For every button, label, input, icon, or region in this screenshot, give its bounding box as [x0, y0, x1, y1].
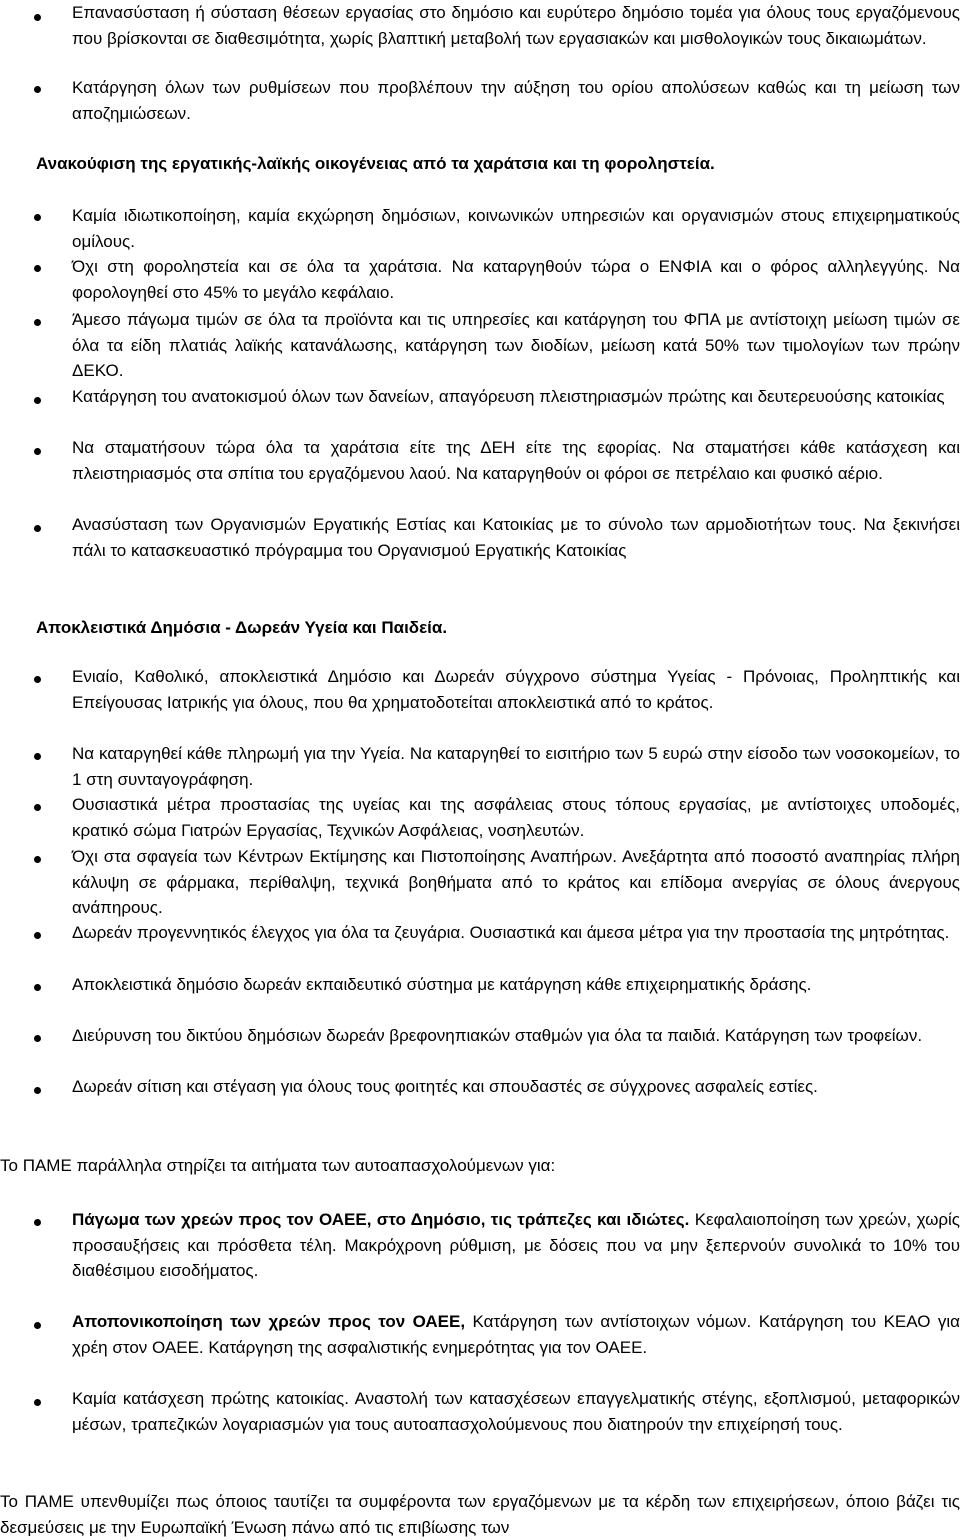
list-item: Όχι στα σφαγεία των Κέντρων Εκτίμησης και Πιστοποίησης Αναπήρων. Ανεξάρτητα από ποσοστό αναπηρίας πλήρη κάλυψη σε φάρμακα, περίθαλψη, τεχνικά βοηθήματα από το κράτος και επίδομα ανεργίας σε όλους άνεργους ανάπηρους.: [72, 847, 960, 918]
bullet-icon: [34, 397, 44, 407]
bullet-icon: [34, 265, 44, 275]
list-item: Επανασύσταση ή σύσταση θέσεων εργασίας στο δημόσιο και ευρύτερο δημόσιο τομέα για όλους τους εργαζόμενους που βρίσκονται σε διαθεσιμότητα, χωρίς βλαπτική μεταβολή των εργασιακών και μισθολογικών τους δικαιωμάτων.: [72, 3, 960, 48]
list-item: Όχι στη φοροληστεία και σε όλα τα χαράτσια. Να καταργηθούν τώρα ο ΕΝΦΙΑ και ο φόρος αλληλεγγύης. Να φορολογηθεί στο 45% το μεγάλο κεφάλαιο.: [72, 257, 960, 302]
section-heading-text: Αποκλειστικά Δημόσια - Δωρεάν Υγεία και Παιδεία.: [36, 618, 448, 637]
bullet-icon: [34, 448, 44, 458]
list-item-bold: Πάγωμα των χρεών προς τον ΟΑΕΕ, στο Δημόσιο, τις τράπεζες και ιδιώτες.: [72, 1210, 690, 1229]
bullet-icon: [34, 86, 44, 96]
list-item: Άμεσο πάγωμα τιμών σε όλα τα προϊόντα και τις υπηρεσίες και κατάργηση του ΦΠΑ με αντίστοιχη μείωση τιμών σε όλα τα είδη πλατιάς λαϊκής κατανάλωσης, κατάργηση των διοδίων, μείωση κατά 50% των τιμολογίων των πρώην ΔΕΚΟ.: [72, 310, 960, 381]
list-item: Ενιαίο, Καθολικό, αποκλειστικά Δημόσιο και Δωρεάν σύγχρονο σύστημα Υγείας - Πρόνοιας, Προληπτικής και Επείγουσας Ιατρικής για όλους, που θα χρηματοδοτείται αποκλειστικά από το κράτος.: [72, 667, 960, 712]
list-item: Διεύρυνση του δικτύου δημόσιων δωρεάν βρεφονηπιακών σταθμών για όλα τα παιδιά. Κατάργηση των τροφείων.: [72, 1026, 923, 1045]
list-item-text: Κατάργηση των αντίστοιχων νόμων. Κατάργηση του ΚΕΑΟ για χρέη στον ΟΑΕΕ. Κατάργηση της ασφαλιστικής ενημερότητας για τον ΟΑΕΕ.: [72, 1312, 960, 1357]
list-item: Να σταματήσουν τώρα όλα τα χαράτσια είτε της ΔΕΗ είτε της εφορίας. Να σταματήσει κάθε κατάσχεση και πλειστηριασμός στα σπίτια του εργαζόμενου λαού. Να καταργηθούν οι φόροι σε πετρέλαιο και φυσικό αέριο.: [72, 438, 960, 483]
section-heading: Ανακούφιση της εργατικής-λαϊκής οικογένειας από τα χαράτσια και τη φοροληστεία.: [36, 154, 715, 173]
bullet-icon: [34, 932, 44, 942]
list-item: Κατάργηση όλων των ρυθμίσεων που προβλέπουν την αύξηση του ορίου απολύσεων καθώς και τη μείωση των αποζημιώσεων.: [72, 78, 960, 123]
list-item: Δωρεάν προγεννητικός έλεγχος για όλα τα ζευγάρια. Ουσιαστικά και άμεσα μέτρα για την προστασία της μητρότητας.: [72, 923, 950, 942]
list-item: Αποκλειστικά δημόσιο δωρεάν εκπαιδευτικό σύστημα με κατάργηση κάθε επιχειρηματικής δράσης.: [72, 975, 812, 994]
bullet-icon: [34, 214, 44, 224]
closing-paragraph: Το ΠΑΜΕ υπενθυμίζει πως όποιος ταυτίζει τα συμφέροντα των εργαζόμενων με τα κέρδη των επιχειρήσεων, όποιο βάζει τις δεσμεύσεις με την Ευρωπαϊκή Ένωση πάνω από τις επιβίωσης των: [0, 1492, 960, 1537]
section-heading: [36, 615, 447, 641]
list-item-text: Κεφαλαιοποίηση των χρεών, χωρίς προσαυξήσεις και πρόσθετα τέλη. Μακρόχρονη ρύθμιση, με δόσεις που να μην ξεπερνούν συνολικά το 10% του διαθέσιμου εισοδήματος.: [72, 1210, 960, 1281]
bullet-icon: [34, 319, 44, 329]
bullet-icon: [34, 753, 44, 763]
bullet-icon: [34, 804, 44, 814]
list-item: Καμία ιδιωτικοποίηση, καμία εκχώρηση δημόσιων, κοινωνικών υπηρεσιών και οργανισμών στους επιχειρηματικούς ομίλους.: [72, 206, 960, 251]
list-item: [72, 1386, 960, 1437]
bullet-icon: [34, 856, 44, 866]
bullet-icon: [34, 14, 44, 24]
list-item: [72, 1309, 960, 1360]
list-item-text: Καμία κατάσχεση πρώτης κατοικίας. Αναστολή των κατασχέσεων επαγγελματικής στέγης, εξοπλισμού, μεταφορικών μέσων, τραπεζικών λογαριασμών για τους αυτοαπασχολούμενους που διατηρούν την επιχείρησή τους.: [72, 1389, 960, 1434]
intro-paragraph: Το ΠΑΜΕ παράλληλα στηρίζει τα αιτήματα των αυτοαπασχολούμενων για:: [0, 1156, 556, 1175]
bullet-icon: [34, 1399, 44, 1409]
bullet-icon: [34, 1219, 44, 1229]
list-item: Δωρεάν σίτιση και στέγαση για όλους τους φοιτητές και σπουδαστές σε σύγχρονες ασφαλείς εστίες.: [72, 1077, 818, 1096]
list-item: [72, 1207, 960, 1284]
bullet-icon: [34, 1035, 44, 1045]
bullet-icon: [34, 1087, 44, 1097]
list-item: Κατάργηση του ανατοκισμού όλων των δανείων, απαγόρευση πλειστηριασμών πρώτης και δευτερευούσης κατοικίας: [72, 387, 945, 406]
bullet-icon: [34, 1322, 44, 1332]
list-item: Ουσιαστικά μέτρα προστασίας της υγείας και της ασφάλειας στους τόπους εργασίας, με αντίστοιχες υποδομές, κρατικό σώμα Γιατρών Εργασίας, Τεχνικών Ασφάλειας, νοσηλευτών.: [72, 795, 960, 840]
bullet-icon: [34, 984, 44, 994]
list-item: Ανασύσταση των Οργανισμών Εργατικής Εστίας και Κατοικίας με το σύνολο των αρμοδιοτήτων τους. Να ξεκινήσει πάλι το κατασκευαστικό πρόγραμμα του Οργανισμού Εργατικής Κατοικίας: [72, 515, 960, 560]
list-item: Να καταργηθεί κάθε πληρωμή για την Υγεία. Να καταργηθεί το εισιτήριο των 5 ευρώ στην είσοδο των νοσοκομείων, το 1 στη συνταγογράφηση.: [72, 744, 960, 789]
bullet-icon: [34, 676, 44, 686]
list-item-bold: Αποπονικοποίηση των χρεών προς τον ΟΑΕΕ,: [72, 1312, 466, 1331]
bullet-icon: [34, 525, 44, 535]
